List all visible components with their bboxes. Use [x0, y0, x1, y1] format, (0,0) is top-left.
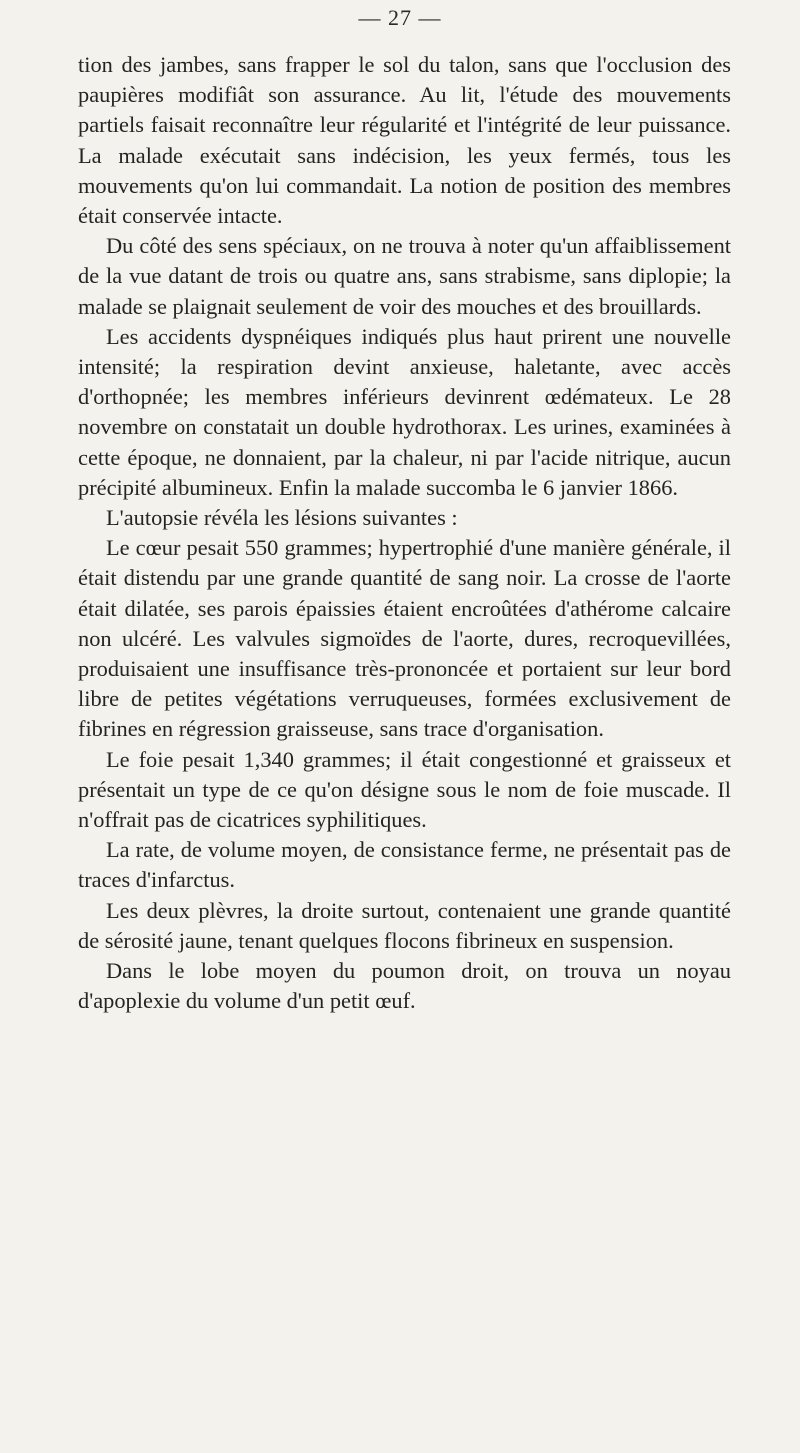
- page-number: — 27 —: [358, 5, 442, 30]
- body-text: [78, 50, 731, 1017]
- paragraph: Du côté des sens spéciaux, on ne trouva à noter qu'un affaiblissement de la vue datant de trois ou quatre ans, sans strabisme, sans diplopie; la malade se plaignait seulement de voir des mouches et des brouillards.: [78, 233, 731, 319]
- paragraph: L'autopsie révéla les lésions suivantes :: [106, 505, 458, 531]
- paragraph: Les accidents dyspnéiques indiqués plus haut prirent une nouvelle intensité; la respiration devint anxieuse, haletante, avec accès d'orthopnée; les membres inférieurs devinrent œdémateux. Le 28 novembre on constatait un double hydrothorax. Les urines, examinées à cette époque, ne donnaient, par la chaleur, ni par l'acide nitrique, aucun précipité albumineux. Enfin la malade succomba le 6 janvier 1866.: [78, 323, 731, 500]
- paragraph: Dans le lobe moyen du poumon droit, on trouva un noyau d'apoplexie du volume d'un petit œuf.: [78, 958, 731, 1014]
- paragraph: Les deux plèvres, la droite surtout, contenaient une grande quantité de sérosité jaune, tenant quelques flocons fibrineux en suspension.: [78, 897, 731, 953]
- paragraph: La rate, de volume moyen, de consistance ferme, ne présentait pas de traces d'infarctus.: [78, 837, 731, 893]
- paragraph: tion des jambes, sans frapper le sol du talon, sans que l'occlusion des paupières modifiât son assurance. Au lit, l'étude des mouvements partiels faisait reconnaître leur régularité et l'intégrité de leur puissance. La malade exécutait sans indécision, les yeux fermés, tous les mouvements qu'on lui commandait. La notion de position des membres était conservée intacte.: [78, 52, 731, 229]
- paragraph: Le cœur pesait 550 grammes; hypertrophié d'une manière générale, il était distendu par une grande quantité de sang noir. La crosse de l'aorte était dilatée, ses parois épaissies étaient encroûtées d'athérome calcaire non ulcéré. Les valvules sigmoïdes de l'aorte, dures, recroquevillées, produisaient une insuffisance très-prononcée et portaient sur leur bord libre de petites végétations verruqueuses, formées exclusivement de fibrines en régression graisseuse, sans trace d'organisation.: [78, 535, 731, 742]
- paragraph: Le foie pesait 1,340 grammes; il était congestionné et graisseux et présentait un type de ce qu'on désigne sous le nom de foie muscade. Il n'offrait pas de cicatrices syphilitiques.: [78, 746, 731, 833]
